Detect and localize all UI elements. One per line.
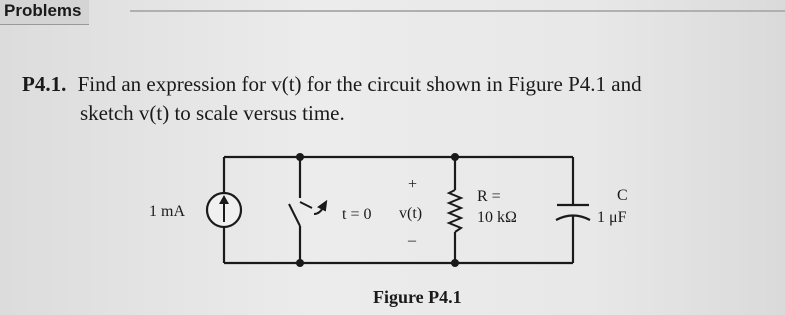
resistor-name-label: R = <box>477 188 501 205</box>
junction-dot <box>296 153 304 161</box>
junction-dot <box>296 259 304 267</box>
junction-dot <box>451 153 459 161</box>
problem-text-line1: Find an expression for v(t) for the circuit shown in Figure P4.1 and <box>77 72 642 96</box>
minus-sign: – <box>408 232 416 249</box>
switch-label: t = 0 <box>342 206 372 223</box>
section-header: Problems <box>0 0 89 25</box>
junction-dot <box>451 259 459 267</box>
problem-number: P4.1. <box>22 72 67 96</box>
plus-sign: + <box>408 176 418 193</box>
resistor-value-label: 10 kΩ <box>477 209 517 226</box>
switch-symbol <box>289 202 326 226</box>
problem-text-line2: sketch v(t) to scale versus time. <box>80 101 345 125</box>
resistor-symbol <box>449 190 461 232</box>
source-label: 1 mA <box>149 203 185 220</box>
figure-caption: Figure P4.1 <box>373 287 462 307</box>
current-source-symbol <box>207 193 241 227</box>
voltage-label: v(t) <box>399 205 423 222</box>
capacitor-name-label: C <box>617 187 628 204</box>
capacitor-value-label: 1 μF <box>597 209 627 226</box>
